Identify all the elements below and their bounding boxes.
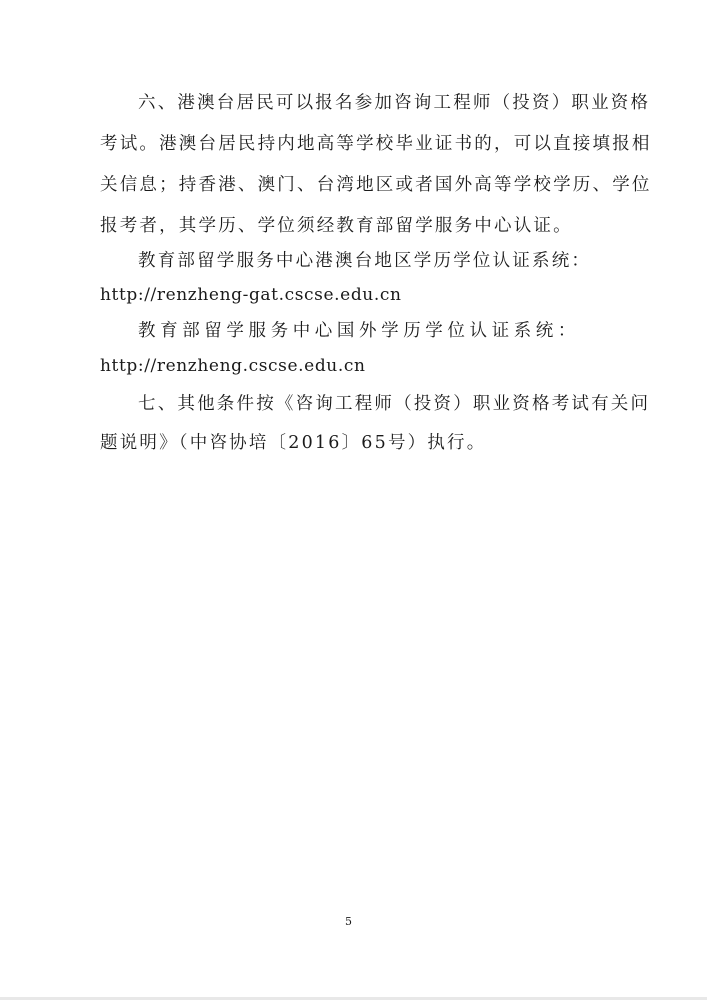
foreign-system-label: 教育部留学服务中心国外学历学位认证系统： [138,321,580,341]
section-six-line-3: 关信息；持香港、澳门、台湾地区或者国外高等学校学历、学位 [100,175,652,195]
foreign-system-url[interactable]: http://renzheng.cscse.edu.cn [100,356,366,376]
section-six-line-2: 考试。港澳台居民持内地高等学校毕业证书的，可以直接填报相 [100,134,652,154]
hk-macau-taiwan-system-url[interactable]: http://renzheng-gat.cscse.edu.cn [100,285,402,305]
section-seven-line-2: 题说明》（中咨协培〔2016〕65号）执行。 [100,433,487,453]
hk-macau-taiwan-system-label: 教育部留学服务中心港澳台地区学历学位认证系统： [138,251,592,271]
section-seven-line-1: 七、其他条件按《咨询工程师（投资）职业资格考试有关问 [138,394,651,414]
page-number: 5 [345,915,352,928]
section-six-line-1: 六、港澳台居民可以报名参加咨询工程师（投资）职业资格 [138,93,651,113]
section-six-line-4: 报考者，其学历、学位须经教育部留学服务中心认证。 [100,216,573,236]
